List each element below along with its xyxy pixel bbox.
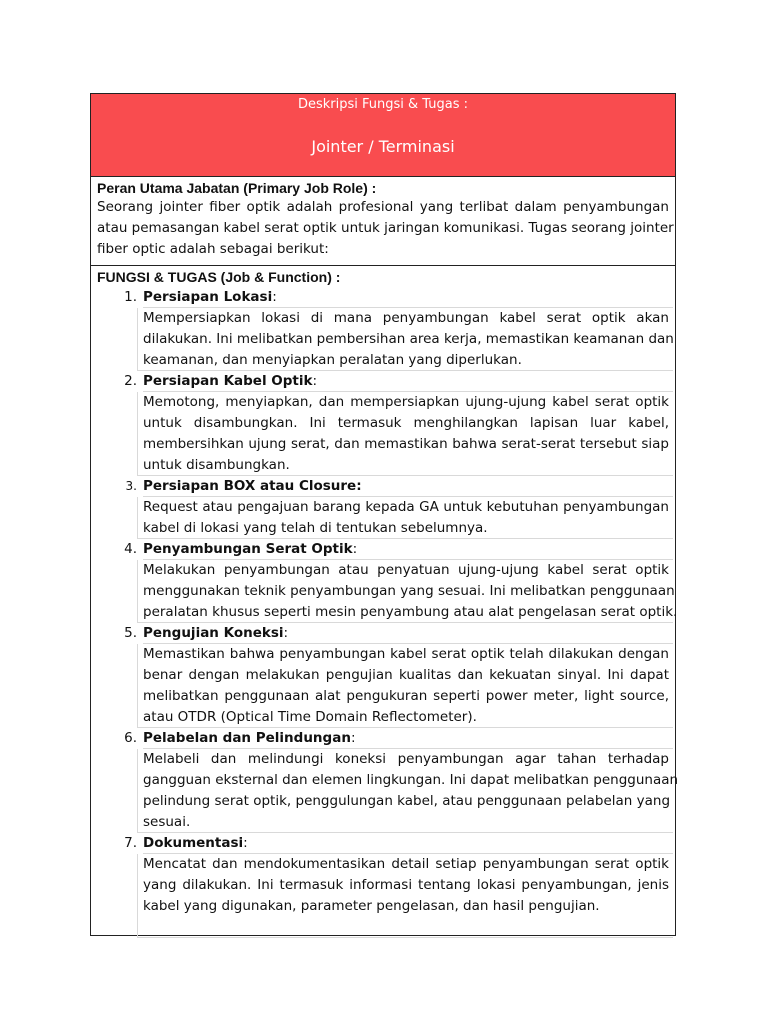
list-item-number: 1.: [124, 289, 137, 305]
description-line: membersihkan ujung serat, dan memastikan bahwa serat-serat tersebut siap: [143, 436, 669, 452]
description-line: atau OTDR (Optical Time Domain Reflectometer).: [143, 709, 477, 725]
list-item-title: Penyambungan Serat Optik: [143, 541, 353, 557]
list-item-number: 6.: [124, 730, 137, 746]
list-item-title: Persiapan Kabel Optik: [143, 373, 313, 389]
role-line: atau pemasangan kabel serat optik untuk jaringan komunikasi. Tugas seorang jointer: [97, 220, 674, 236]
list-item-colon: :: [243, 835, 248, 851]
list-item-number: 2.: [124, 373, 137, 389]
description-line: dilakukan. Ini melibatkan pembersihan area kerja, memastikan keamanan dan: [143, 331, 674, 347]
description-line: Mempersiapkan lokasi di mana penyambungan kabel serat optik akan: [143, 310, 669, 326]
list-item-heading: [91, 476, 675, 497]
list-item-colon: :: [283, 625, 289, 641]
list-item-label: [143, 728, 673, 749]
description-line: yang dilakukan. Ini termasuk informasi tentang lokasi penyambungan, jenis: [143, 877, 669, 893]
list-item-label: [143, 287, 673, 308]
list-item-heading: [91, 287, 675, 308]
job-description-document: [90, 93, 679, 936]
list-item-label: [143, 539, 673, 560]
description-line: melibatkan penggunaan alat pengukuran seperti power meter, light source,: [143, 688, 669, 704]
list-item-label: [143, 623, 673, 644]
list-item-heading: [91, 371, 675, 392]
list-item-title: Pelabelan dan Pelindungan: [143, 730, 351, 746]
list-item-colon: :: [350, 730, 356, 746]
description-line: Memotong, menyiapkan, dan mempersiapkan ujung-ujung kabel serat optik: [143, 394, 669, 410]
list-item-heading: [91, 728, 675, 749]
role-line: fiber optic adalah sebagai berikut:: [97, 241, 329, 257]
list-item-number: 4.: [124, 541, 137, 557]
description-line: Melabeli dan melindungi koneksi penyambungan agar tahan terhadap: [143, 751, 669, 767]
list-item-title: Pengujian Koneksi: [143, 625, 284, 641]
description-line: sesuai.: [143, 814, 191, 830]
list-item-title: Persiapan Lokasi: [143, 289, 273, 305]
list-item-heading: [91, 833, 675, 854]
description-line: menggunakan teknik penyambungan yang sesuai. Ini melibatkan penggunaan: [143, 583, 675, 599]
list-item-title: Dokumentasi: [143, 835, 244, 851]
list-item-title: Persiapan BOX atau Closure:: [143, 478, 362, 494]
description-line: pelindung serat optik, penggulungan kabel, atau penggunaan pelabelan yang: [143, 793, 671, 809]
description-line: Memastikan bahwa penyambungan kabel serat optik telah dilakukan dengan: [143, 646, 669, 662]
list-item-heading: [91, 539, 675, 560]
role-description: [97, 197, 674, 260]
header-subtitle: Deskripsi Fungsi & Tugas :: [297, 97, 469, 112]
list-item-description: [137, 854, 673, 938]
description-line: keamanan, dan menyiapkan peralatan yang diperlukan.: [143, 352, 522, 368]
description-line: untuk disambungkan. Ini termasuk menghilangkan lapisan luar kabel,: [143, 415, 669, 431]
list-item-description: [137, 749, 679, 833]
list-item-colon: :: [272, 289, 277, 305]
list-item-description: [137, 560, 678, 623]
list-item-label: [143, 371, 673, 392]
list-item-number: 7.: [124, 835, 137, 851]
list-item-description: [137, 497, 673, 539]
description-line: Mencatat dan mendokumentasikan detail setiap penyambungan serat optik: [143, 856, 669, 872]
list-item-number: 5.: [124, 625, 137, 641]
description-line: peralatan khusus seperti mesin penyambung atau alat pengelasan serat optik.: [143, 604, 678, 620]
description-line: Request atau pengajuan barang kepada GA untuk kebutuhan penyambungan: [143, 499, 669, 515]
list-item-number: 3.: [125, 479, 137, 493]
header-title: Jointer / Terminasi: [311, 137, 455, 156]
description-line: kabel yang digunakan, parameter pengelasan, dan hasil pengujian.: [143, 898, 600, 914]
list-item-description: [137, 392, 673, 476]
list-item-colon: :: [312, 373, 318, 389]
list-item-label: [143, 833, 673, 854]
functions-title: FUNGSI & TUGAS (Job & Function) :: [97, 269, 341, 285]
description-line: kabel di lokasi yang telah di tentukan sebelumnya.: [143, 520, 488, 536]
description-line: gangguan eksternal dan elemen lingkungan. Ini dapat melibatkan penggunaan: [143, 772, 679, 788]
list-item-colon: :: [352, 541, 358, 557]
description-line: benar dengan melakukan pengujian kualitas dan kekuatan sinyal. Ini dapat: [143, 667, 669, 683]
list-item-label: [143, 476, 673, 497]
primary-role-section: [91, 177, 675, 266]
list-item-heading: [91, 623, 675, 644]
description-line: untuk disambungkan.: [143, 457, 290, 473]
list-item-description: [137, 308, 673, 371]
list-item-description: [137, 644, 673, 728]
description-line: Melakukan penyambungan atau penyatuan ujung-ujung kabel serat optik: [143, 562, 669, 578]
role-line: Seorang jointer fiber optik adalah profesional yang terlibat dalam penyambungan: [97, 199, 669, 215]
role-title: Peran Utama Jabatan (Primary Job Role) :: [97, 180, 377, 196]
document-header: [91, 94, 675, 177]
